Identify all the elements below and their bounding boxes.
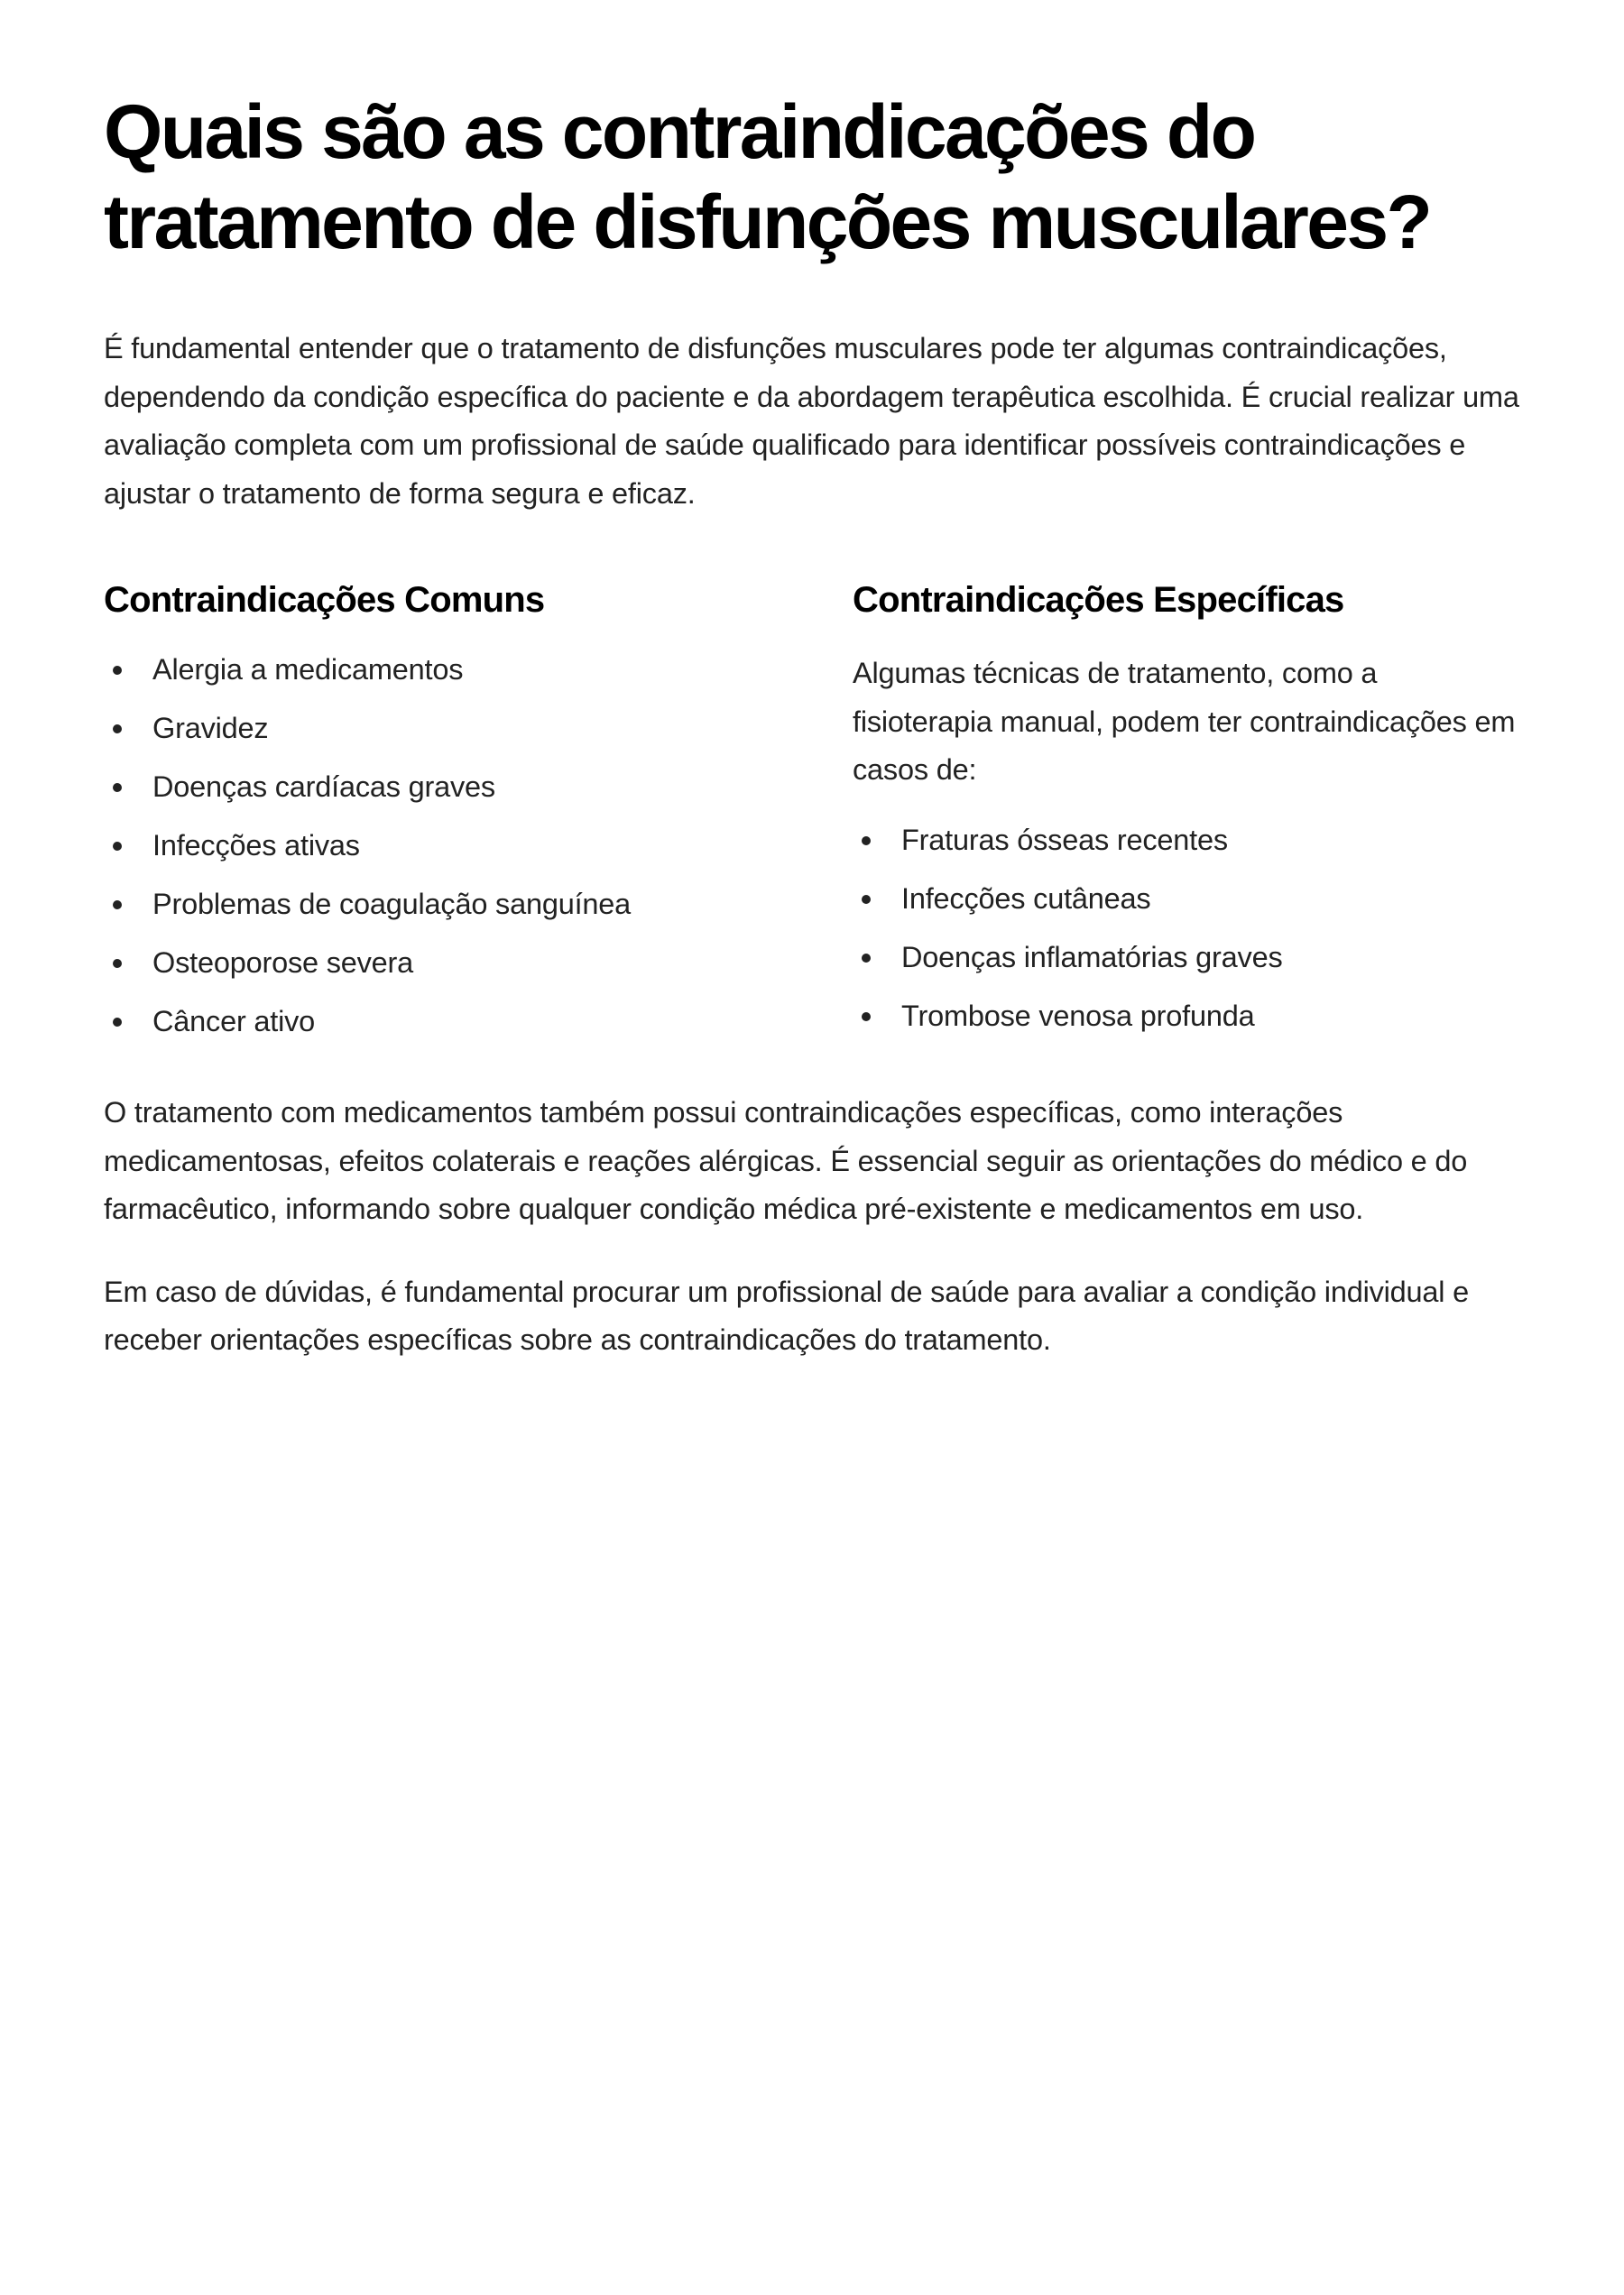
bullet-icon	[113, 783, 122, 792]
list-item	[853, 937, 1520, 978]
page-title: Quais são as contraindicações do tratamento de disfunções musculares?	[104, 89, 1431, 264]
list-item-text: Câncer ativo	[152, 1005, 316, 1037]
specific-contraindications-heading: Contraindicações Específicas	[853, 580, 1344, 620]
list-item-text: Gravidez	[152, 712, 269, 744]
bullet-icon	[862, 954, 871, 963]
common-contraindications-heading: Contraindicações Comuns	[104, 580, 545, 620]
intro-paragraph: É fundamental entender que o tratamento de disfunções musculares pode ter algumas contraindicações, dependendo da condição específica do paciente e da abordagem terapêutica escolhida. É crucial realizar uma avaliação completa com um profissional de saúde qualificado para identificar possíveis contraindicações e ajustar o tratamento de forma segura e eficaz.	[104, 332, 1519, 510]
bullet-icon	[113, 724, 122, 733]
list-item	[104, 708, 853, 749]
list-item	[853, 820, 1520, 861]
list-item	[853, 879, 1520, 919]
list-item	[104, 884, 853, 925]
bullet-icon	[862, 895, 871, 904]
bullet-icon	[113, 900, 122, 909]
list-item-text: Infecções cutâneas	[901, 881, 1151, 915]
list-item-text: Infecções ativas	[152, 829, 360, 862]
specific-contraindications-list	[853, 820, 1520, 1037]
list-item	[853, 996, 1520, 1037]
list-item	[104, 825, 853, 866]
list-item-text: Alergia a medicamentos	[152, 653, 464, 686]
common-contraindications-section	[104, 577, 853, 1060]
specific-contraindications-description: Algumas técnicas de tratamento, como a fisioterapia manual, podem ter contraindicações em casos de:	[853, 657, 1516, 786]
list-item-text: Fraturas ósseas recentes	[901, 823, 1228, 856]
list-item-text: Doenças inflamatórias graves	[901, 940, 1283, 973]
list-item-text: Trombose venosa profunda	[901, 999, 1255, 1032]
common-contraindications-list	[104, 650, 853, 1042]
list-item-text: Osteoporose severa	[152, 946, 414, 979]
list-item	[104, 767, 853, 807]
contraindications-columns	[104, 577, 1520, 1060]
medication-paragraph: O tratamento com medicamentos também possui contraindicações específicas, como interações medicamentosas, efeitos colaterais e reações alérgicas. É essencial seguir as orientações do médico e do farmacêutico, informando sobre qualquer condição médica pré-existente e medicamentos em uso.	[104, 1096, 1468, 1225]
list-item-text: Doenças cardíacas graves	[152, 770, 495, 803]
specific-contraindications-section	[853, 577, 1520, 1060]
bullet-icon	[113, 842, 122, 851]
bullet-icon	[113, 666, 122, 675]
bullet-icon	[113, 959, 122, 968]
list-item	[104, 650, 853, 690]
bullet-icon	[862, 1012, 871, 1021]
bullet-icon	[113, 1018, 122, 1027]
list-item	[104, 943, 853, 983]
list-item	[104, 1001, 853, 1042]
closing-paragraph: Em caso de dúvidas, é fundamental procurar um profissional de saúde para avaliar a condição individual e receber orientações específicas sobre as contraindicações do tratamento.	[104, 1275, 1470, 1356]
bullet-icon	[862, 836, 871, 845]
list-item-text: Problemas de coagulação sanguínea	[152, 888, 632, 920]
